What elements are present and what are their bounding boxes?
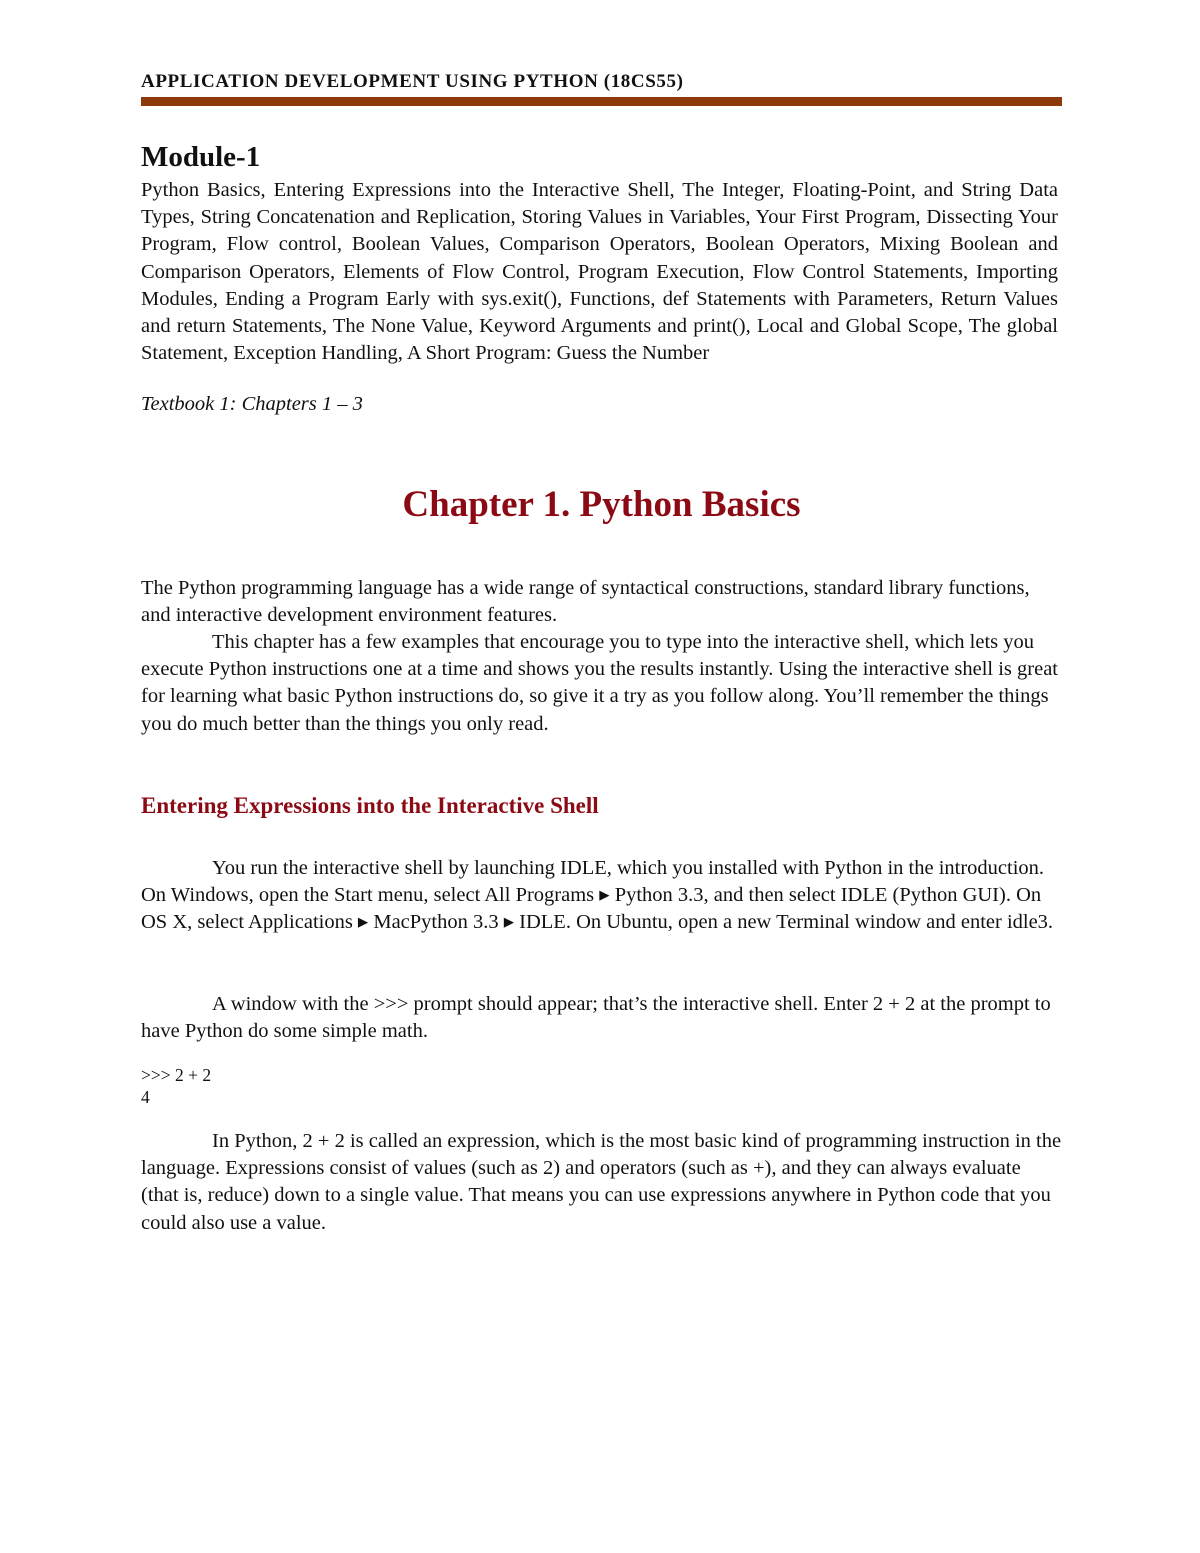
- section-paragraph-3: In Python, 2 + 2 is called an expression, which is the most basic kind of programming instruction in the language. Expressions consist of values (such as 2) and operators (such as +), and they can always evaluate (that is, reduce) down to a single value. That means you can use expressions anywhere in Python code that you could also use a value.: [141, 1130, 1062, 1234]
- module-summary: Python Basics, Entering Expressions into the Interactive Shell, The Integer, Floating-Point, and String Data Types, String Concatenation and Replication, Storing Values in Variables, Your First Program, Dissecting Your Program, Flow control, Boolean Values, Comparison Operators, Boolean Operators, Mixing Boolean and Comparison Operators, Elements of Flow Control, Program Execution, Flow Control Statements, Importing Modules, Ending a Program Early with sys.exit(), Functions, def Statements with Parameters, Return Values and return Statements, The None Value, Keyword Arguments and print(), Local and Global Scope, The global Statement, Exception Handling, A Short Program: Guess the Number: [141, 179, 1058, 365]
- section-paragraph-1: You run the interactive shell by launching IDLE, which you installed with Python in the introduction. On Windows, open the Start menu, select All Programs ▸ Python 3.3, and then select IDLE (Python GUI). On OS X, select Applications ▸ MacPython 3.3 ▸ IDLE. On Ubuntu, open a new Terminal window and enter idle3.: [141, 857, 1054, 934]
- chapter-title: Chapter 1. Python Basics: [402, 484, 801, 525]
- chapter-second-paragraph: This chapter has a few examples that encourage you to type into the interactive shell, which lets you execute Python instructions one at a time and shows you the results instantly. Using the interactive shell is great for learning what basic Python instructions do, so give it a try as you follow along. You’ll remember the things you do much better than the things you only read.: [141, 631, 1058, 735]
- code-input-line: >>> 2 + 2: [141, 1065, 212, 1085]
- section-paragraph-2: A window with the >>> prompt should appear; that’s the interactive shell. Enter 2 + 2 at the prompt to have Python do some simple math.: [141, 993, 1051, 1043]
- running-header: APPLICATION DEVELOPMENT USING PYTHON (18CS55): [141, 71, 684, 92]
- code-output-line: 4: [141, 1087, 150, 1107]
- textbook-reference: Textbook 1: Chapters 1 – 3: [141, 393, 363, 415]
- header-rule: [141, 97, 1062, 106]
- code-example: [141, 1064, 211, 1108]
- module-title: Module-1: [141, 141, 261, 173]
- chapter-intro-paragraph: The Python programming language has a wide range of syntactical constructions, standard library functions, and interactive development environment features.: [141, 577, 1030, 627]
- section-heading: Entering Expressions into the Interactive Shell: [141, 793, 599, 818]
